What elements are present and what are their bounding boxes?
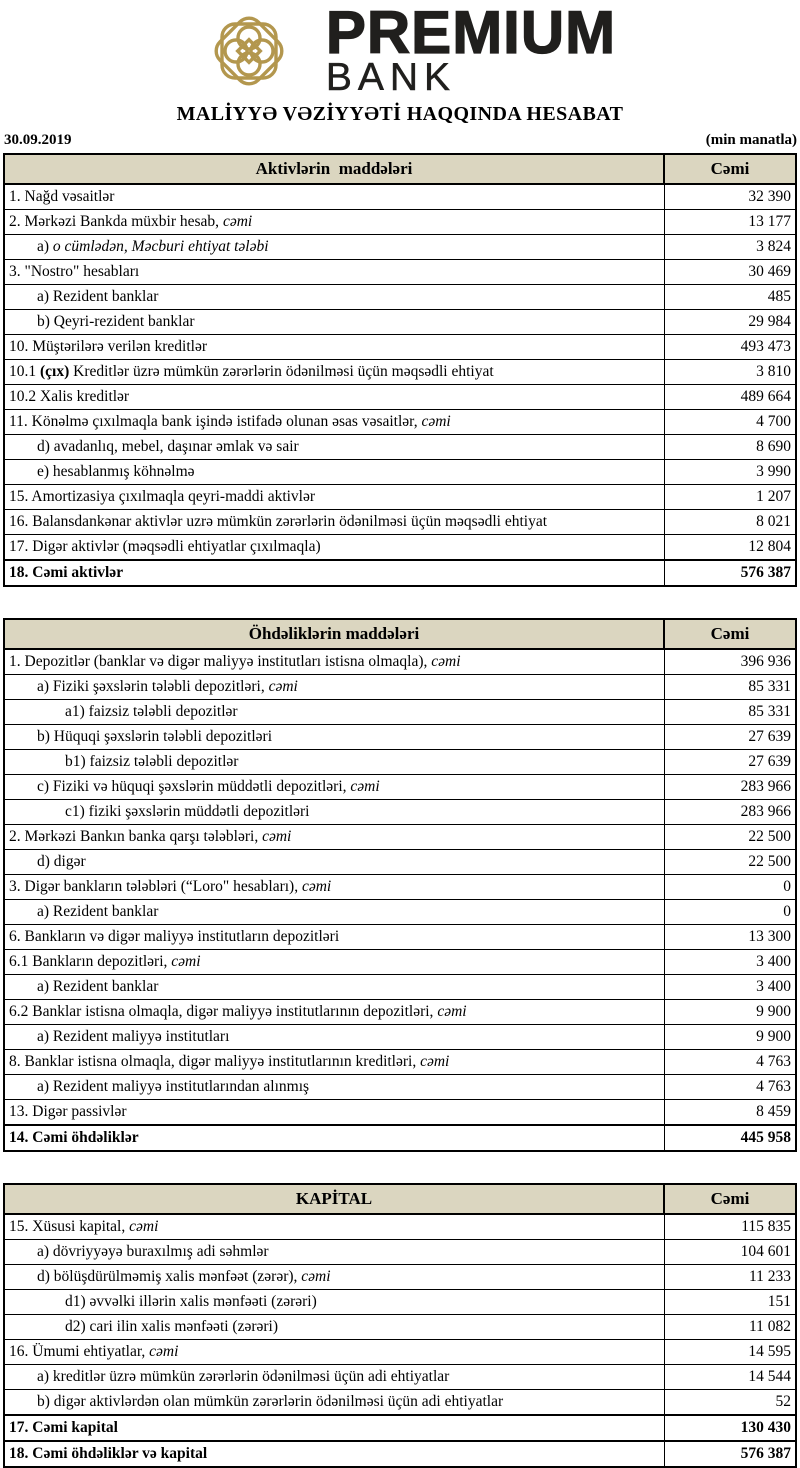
- row-value: 1 207: [664, 485, 796, 510]
- row-value: 85 331: [664, 700, 796, 725]
- table-row: [4, 335, 796, 360]
- row-value: 8 459: [664, 1100, 796, 1126]
- total-row: [4, 1415, 796, 1441]
- table-row: [4, 260, 796, 285]
- row-label: [4, 750, 664, 775]
- row-value: 12 804: [664, 535, 796, 561]
- label-segment: 8. Banklar istisna olmaqla, digər maliyyə institutlarının kreditləri,: [9, 1053, 417, 1070]
- report-title: MALİYYƏ VƏZİYYƏTİ HAQQINDA HESABAT: [176, 103, 624, 125]
- label-segment: 10.2 Xalis kreditlər: [9, 388, 130, 405]
- table-row: [4, 435, 796, 460]
- row-value: 22 500: [664, 825, 796, 850]
- brand-subtitle: BANK: [325, 56, 457, 99]
- row-label: [4, 335, 664, 360]
- table-row: [4, 950, 796, 975]
- label-segment: 10. Müştərilərə verilən kreditlər: [9, 338, 207, 355]
- table-row: [4, 775, 796, 800]
- value-column-header: Cəmi: [664, 1184, 796, 1214]
- label-segment: 15. Amortizasiya çıxılmaqla qeyri-maddi aktivlər: [9, 488, 316, 505]
- row-value: 9 900: [664, 1000, 796, 1025]
- row-value: 4 700: [664, 410, 796, 435]
- table-row: [4, 360, 796, 385]
- total-row: [4, 560, 796, 586]
- row-label: [4, 460, 664, 485]
- table-title: Aktivlərin maddələri: [4, 154, 664, 184]
- label-segment: 6.2 Banklar istisna olmaqla, digər maliyyə institutlarının depozitləri,: [9, 1003, 434, 1020]
- row-label: [4, 410, 664, 435]
- label-segment: a1) faizsiz tələbli depozitlər: [65, 703, 238, 720]
- financial-table-1: [3, 153, 797, 587]
- row-label: [4, 1415, 664, 1441]
- label-segment: cəmi: [416, 1053, 450, 1070]
- table-row: [4, 510, 796, 535]
- row-label: [4, 385, 664, 410]
- row-value: 14 544: [664, 1365, 796, 1390]
- label-segment: 1. Nağd vəsaitlər: [9, 188, 115, 205]
- row-label: [4, 210, 664, 235]
- label-segment: 3. "Nostro" hesabları: [9, 263, 140, 280]
- value-column-header: Cəmi: [664, 619, 796, 649]
- label-segment: b1) faizsiz tələbli depozitlər: [65, 753, 239, 770]
- row-label: [4, 310, 664, 335]
- table-title: KAPİTAL: [4, 1184, 664, 1214]
- row-value: 52: [664, 1390, 796, 1416]
- table-row: [4, 1000, 796, 1025]
- row-label: [4, 900, 664, 925]
- table-row: [4, 800, 796, 825]
- row-label: [4, 485, 664, 510]
- financial-table-3: [3, 1183, 797, 1468]
- tables-container: [0, 153, 800, 1468]
- table-row: [4, 649, 796, 675]
- premium-bank-logo-icon: [184, 4, 314, 98]
- row-label: [4, 649, 664, 675]
- label-segment: cəmi: [219, 213, 253, 230]
- row-label: [4, 1265, 664, 1290]
- label-segment: 13. Digər passivlər: [9, 1103, 127, 1120]
- label-segment: 1. Depozitlər (banklar və digər maliyyə institutları istisna olmaqla),: [9, 653, 428, 670]
- row-label: [4, 875, 664, 900]
- table-row: [4, 725, 796, 750]
- row-value: 396 936: [664, 649, 796, 675]
- row-value: 489 664: [664, 385, 796, 410]
- table-row: [4, 700, 796, 725]
- label-segment: 16. Ümumi ehtiyatlar,: [9, 1343, 146, 1360]
- table-row: [4, 975, 796, 1000]
- label-segment: cəmi: [433, 1003, 467, 1020]
- table-row: [4, 850, 796, 875]
- row-value: 576 387: [664, 1441, 796, 1467]
- label-segment: a) kreditlər üzrə mümkün zərərlərin ödənilməsi üçün adi ehtiyatlar: [37, 1368, 450, 1385]
- table-row: [4, 485, 796, 510]
- label-segment: cəmi: [264, 678, 298, 695]
- total-row: [4, 1441, 796, 1467]
- row-value: 0: [664, 900, 796, 925]
- label-segment: d) digər: [37, 853, 86, 870]
- table-row: [4, 1214, 796, 1240]
- table-row: [4, 1075, 796, 1100]
- label-segment: cəmi: [167, 953, 201, 970]
- row-value: 3 824: [664, 235, 796, 260]
- table-row: [4, 1265, 796, 1290]
- label-segment: a): [37, 238, 53, 255]
- row-label: [4, 1025, 664, 1050]
- label-segment: o cümlədən, Məcburi ehtiyat tələbi: [52, 238, 269, 255]
- label-segment: 2. Mərkəzi Bankda müxbir hesab,: [9, 213, 220, 230]
- row-label: [4, 975, 664, 1000]
- row-label: [4, 800, 664, 825]
- label-segment: d) avadanlıq, mebel, daşınar əmlak və sair: [37, 438, 299, 455]
- row-label: [4, 1075, 664, 1100]
- label-segment: a) Fiziki şəxslərin tələbli depozitləri,: [37, 678, 265, 695]
- row-label: [4, 1315, 664, 1340]
- row-value: 13 177: [664, 210, 796, 235]
- row-label: [4, 725, 664, 750]
- row-label: [4, 1050, 664, 1075]
- table-row: [4, 1050, 796, 1075]
- table-row: [4, 1100, 796, 1126]
- row-label: [4, 285, 664, 310]
- table-row: [4, 675, 796, 700]
- table-row: [4, 535, 796, 561]
- label-segment: 6.1 Bankların depozitləri,: [9, 953, 168, 970]
- report-unit: (min manatla): [705, 132, 797, 148]
- row-label: [4, 510, 664, 535]
- row-label: [4, 775, 664, 800]
- label-segment: 16. Balansdankənar aktivlər uzrə mümkün zərərlərin ödənilməsi üçün məqsədli ehtiyat: [9, 513, 548, 530]
- label-segment: a) dövriyyəyə buraxılmış adi səhmlər: [37, 1243, 269, 1260]
- row-label: [4, 560, 664, 586]
- row-label: [4, 1340, 664, 1365]
- table-row: [4, 410, 796, 435]
- table-row: [4, 1390, 796, 1416]
- row-label: [4, 1390, 664, 1416]
- label-segment: b) Hüquqi şəxslərin tələbli depozitləri: [37, 728, 273, 745]
- row-label: [4, 1214, 664, 1240]
- row-value: 115 835: [664, 1214, 796, 1240]
- row-label: [4, 535, 664, 561]
- label-segment: 17. Digər aktivlər (məqsədli ehtiyatlar çıxılmaqla): [9, 538, 321, 555]
- report-date: 30.09.2019: [4, 132, 72, 148]
- row-value: 22 500: [664, 850, 796, 875]
- label-segment: cəmi: [145, 1343, 179, 1360]
- label-segment: b) digər aktivlərdən olan mümkün zərərlərin ödənilməsi üçün adi ehtiyatlar: [37, 1393, 504, 1410]
- row-label: [4, 1365, 664, 1390]
- table-row: [4, 285, 796, 310]
- value-column-header: Cəmi: [664, 154, 796, 184]
- row-label: [4, 950, 664, 975]
- row-label: [4, 1290, 664, 1315]
- table-header-row: [4, 619, 796, 649]
- row-label: [4, 435, 664, 460]
- row-value: 576 387: [664, 560, 796, 586]
- row-label: [4, 260, 664, 285]
- report-meta: [0, 126, 800, 153]
- label-segment: cəmi: [297, 1268, 331, 1285]
- label-segment: e) hesablanmış köhnəlmə: [37, 463, 195, 480]
- label-segment: 18. Cəmi aktivlər: [9, 564, 124, 581]
- label-segment: a) Rezident maliyyə institutlarından alınmış: [37, 1078, 310, 1095]
- label-segment: a) Rezident banklar: [37, 288, 159, 305]
- table-title: Öhdəliklərin maddələri: [4, 619, 664, 649]
- table-row: [4, 900, 796, 925]
- label-segment: 6. Bankların və digər maliyyə institutların depozitləri: [9, 928, 340, 945]
- row-label: [4, 1441, 664, 1467]
- table-row: [4, 460, 796, 485]
- row-label: [4, 360, 664, 385]
- table-row: [4, 825, 796, 850]
- row-label: [4, 700, 664, 725]
- label-segment: cəmi: [427, 653, 461, 670]
- row-value: 9 900: [664, 1025, 796, 1050]
- label-segment: b) Qeyri-rezident banklar: [37, 313, 195, 330]
- label-segment: 14. Cəmi öhdəliklər: [9, 1129, 139, 1146]
- row-value: 3 400: [664, 950, 796, 975]
- label-segment: cəmi: [346, 778, 380, 795]
- label-segment: d2) cari ilin xalis mənfəəti (zərəri): [65, 1318, 279, 1335]
- row-value: 104 601: [664, 1240, 796, 1265]
- table-row: [4, 1365, 796, 1390]
- row-value: 27 639: [664, 725, 796, 750]
- label-segment: d) bölüşdürülməmiş xalis mənfəət (zərər),: [37, 1268, 298, 1285]
- row-value: 283 966: [664, 800, 796, 825]
- row-value: 29 984: [664, 310, 796, 335]
- label-segment: c1) fiziki şəxslərin müddətli depozitləri: [65, 803, 310, 820]
- label-segment: 18. Cəmi öhdəliklər və kapital: [9, 1445, 208, 1462]
- table-row: [4, 1315, 796, 1340]
- row-value: 8 021: [664, 510, 796, 535]
- row-value: 130 430: [664, 1415, 796, 1441]
- table-row: [4, 310, 796, 335]
- table-row: [4, 1340, 796, 1365]
- label-segment: cəmi: [258, 828, 292, 845]
- row-label: [4, 925, 664, 950]
- label-segment: cəmi: [298, 878, 332, 895]
- row-value: 3 990: [664, 460, 796, 485]
- label-segment: 11. Könəlmə çıxılmaqla bank işində istifadə olunan əsas vəsaitlər,: [9, 413, 418, 430]
- label-segment: d1) əvvəlki illərin xalis mənfəəti (zərəri): [65, 1293, 317, 1310]
- table-row: [4, 1240, 796, 1265]
- row-value: 14 595: [664, 1340, 796, 1365]
- table-row: [4, 1290, 796, 1315]
- row-value: 4 763: [664, 1050, 796, 1075]
- brand-text: [325, 0, 617, 99]
- label-segment: (çıx): [40, 363, 70, 380]
- table-header-row: [4, 154, 796, 184]
- row-label: [4, 675, 664, 700]
- row-label: [4, 1000, 664, 1025]
- row-value: 3 400: [664, 975, 796, 1000]
- row-label: [4, 850, 664, 875]
- label-segment: a) Rezident banklar: [37, 903, 159, 920]
- row-label: [4, 235, 664, 260]
- row-value: 493 473: [664, 335, 796, 360]
- row-value: 445 958: [664, 1125, 796, 1151]
- label-segment: 15. Xüsusi kapital,: [9, 1218, 126, 1235]
- label-segment: 2. Mərkəzi Bankın banka qarşı tələbləri,: [9, 828, 259, 845]
- row-value: 485: [664, 285, 796, 310]
- label-segment: a) Rezident banklar: [37, 978, 159, 995]
- table-row: [4, 1025, 796, 1050]
- label-segment: 17. Cəmi kapital: [9, 1419, 118, 1436]
- row-value: 11 082: [664, 1315, 796, 1340]
- row-value: 11 233: [664, 1265, 796, 1290]
- row-value: 30 469: [664, 260, 796, 285]
- label-segment: 10.1: [9, 363, 40, 380]
- table-row: [4, 750, 796, 775]
- financial-table-2: [3, 618, 797, 1152]
- row-value: 13 300: [664, 925, 796, 950]
- row-label: [4, 1100, 664, 1126]
- table-row: [4, 385, 796, 410]
- table-row: [4, 235, 796, 260]
- brand-name: PREMIUM: [325, 0, 617, 66]
- label-segment: a) Rezident maliyyə institutları: [37, 1028, 230, 1045]
- brand-header: [0, 0, 800, 100]
- row-value: 0: [664, 875, 796, 900]
- label-segment: Kreditlər üzrə mümkün zərərlərin ödənilməsi üçün məqsədli ehtiyat: [69, 363, 494, 380]
- label-segment: 3. Digər bankların tələbləri (“Loro" hesabları),: [9, 878, 299, 895]
- total-row: [4, 1125, 796, 1151]
- label-segment: cəmi: [125, 1218, 159, 1235]
- row-label: [4, 1240, 664, 1265]
- row-label: [4, 1125, 664, 1151]
- table-row: [4, 210, 796, 235]
- row-value: 151: [664, 1290, 796, 1315]
- table-row: [4, 184, 796, 210]
- table-row: [4, 925, 796, 950]
- row-value: 8 690: [664, 435, 796, 460]
- row-label: [4, 184, 664, 210]
- row-value: 85 331: [664, 675, 796, 700]
- row-value: 4 763: [664, 1075, 796, 1100]
- row-value: 3 810: [664, 360, 796, 385]
- row-value: 27 639: [664, 750, 796, 775]
- table-row: [4, 875, 796, 900]
- row-value: 283 966: [664, 775, 796, 800]
- label-segment: cəmi: [417, 413, 451, 430]
- row-value: 32 390: [664, 184, 796, 210]
- table-header-row: [4, 1184, 796, 1214]
- row-label: [4, 825, 664, 850]
- label-segment: c) Fiziki və hüquqi şəxslərin müddətli depozitləri,: [37, 778, 347, 795]
